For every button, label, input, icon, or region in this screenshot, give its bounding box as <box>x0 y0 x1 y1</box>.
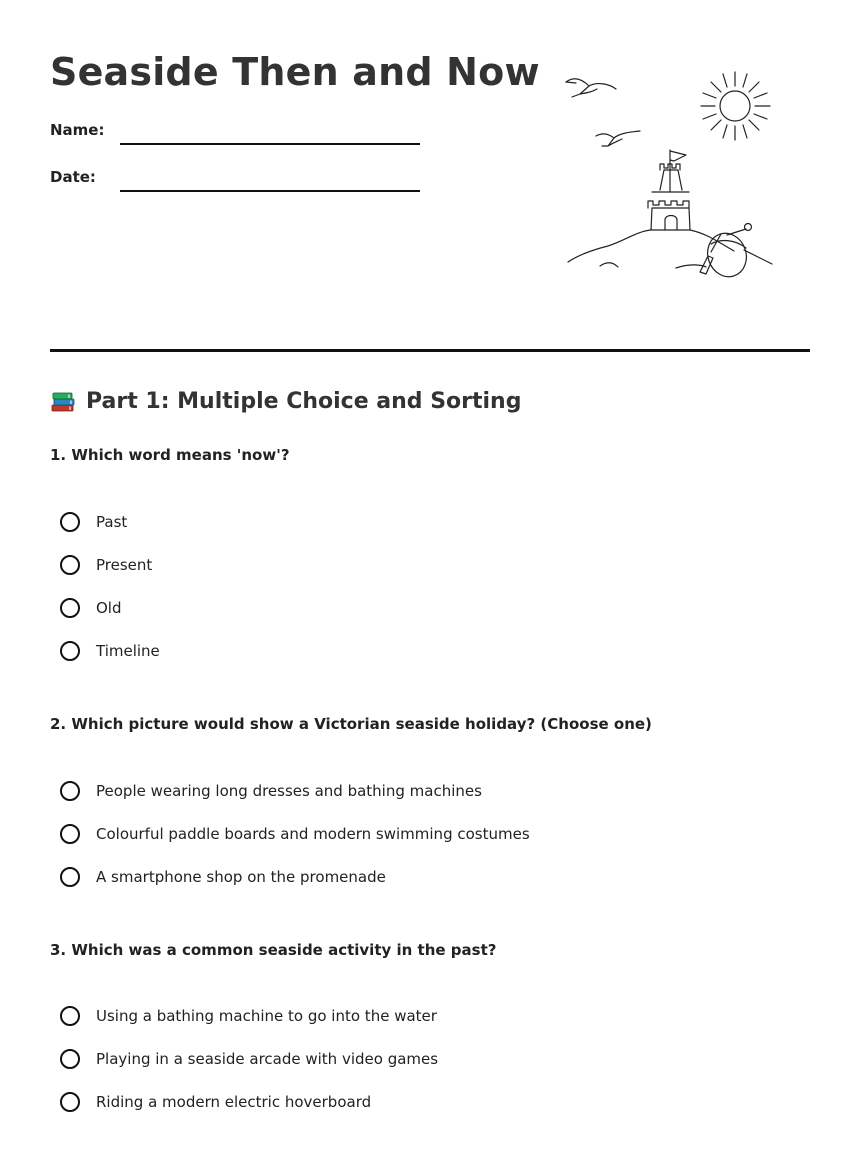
q1-option-past[interactable] <box>60 509 127 535</box>
option-label: People wearing long dresses and bathing machines <box>96 782 482 800</box>
name-label: Name: <box>50 121 105 139</box>
date-label: Date: <box>50 168 96 186</box>
q2-option-3[interactable] <box>60 864 386 890</box>
option-label: A smartphone shop on the promenade <box>96 868 386 886</box>
option-label: Colourful paddle boards and modern swimming costumes <box>96 825 530 843</box>
q3-option-2[interactable] <box>60 1046 438 1072</box>
option-label: Timeline <box>96 642 160 660</box>
q2-option-1[interactable] <box>60 778 482 804</box>
question-3: 3. Which was a common seaside activity in the past? <box>50 941 497 959</box>
option-label: Old <box>96 599 122 617</box>
q1-option-timeline[interactable] <box>60 638 160 664</box>
q1-option-old[interactable] <box>60 595 122 621</box>
section-heading <box>50 388 521 414</box>
q1-option-present[interactable] <box>60 552 152 578</box>
option-label: Using a bathing machine to go into the water <box>96 1007 437 1025</box>
q2-option-2[interactable] <box>60 821 530 847</box>
q3-option-3[interactable] <box>60 1089 371 1115</box>
radio-button[interactable] <box>60 555 80 575</box>
section-divider <box>50 349 810 352</box>
radio-button[interactable] <box>60 781 80 801</box>
option-label: Playing in a seaside arcade with video games <box>96 1050 439 1068</box>
question-1: 1. Which word means 'now'? <box>50 446 290 464</box>
option-label: Present <box>96 556 153 574</box>
radio-button[interactable] <box>60 1092 80 1112</box>
sandcastle-icon <box>648 150 690 230</box>
radio-button[interactable] <box>60 512 80 532</box>
option-label: Past <box>96 513 128 531</box>
radio-button[interactable] <box>60 1049 80 1069</box>
worksheet-title: Seaside Then and Now <box>50 50 540 94</box>
radio-button[interactable] <box>60 1006 80 1026</box>
bucket-and-spade-icon <box>700 224 752 283</box>
radio-button[interactable] <box>60 598 80 618</box>
books-icon <box>50 388 76 414</box>
name-line[interactable] <box>120 143 420 145</box>
radio-button[interactable] <box>60 867 80 887</box>
option-label: Riding a modern electric hoverboard <box>96 1093 372 1111</box>
question-2: 2. Which picture would show a Victorian seaside holiday? (Choose one) <box>50 715 652 733</box>
seagull-icon <box>596 131 640 146</box>
date-line[interactable] <box>120 190 420 192</box>
seaside-illustration <box>556 62 786 282</box>
sand-dune <box>568 230 772 268</box>
q3-option-1[interactable] <box>60 1003 437 1029</box>
seagull-icon <box>566 79 616 97</box>
radio-button[interactable] <box>60 824 80 844</box>
radio-button[interactable] <box>60 641 80 661</box>
section-title-text: Part 1: Multiple Choice and Sorting <box>86 388 522 414</box>
sun-icon <box>701 72 770 140</box>
